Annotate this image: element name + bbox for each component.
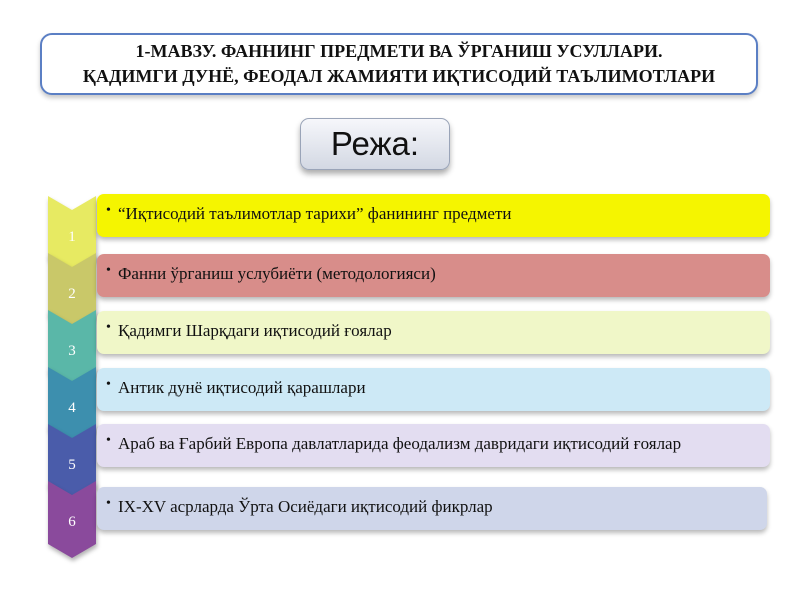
item-text-2: Фанни ўрганиш услубиёти (методологияси): [118, 264, 436, 283]
slide-title-line1: 1-МАВЗУ. ФАННИНГ ПРЕДМЕТИ ВА ЎРГАНИШ УСУЛЛАРИ.: [135, 41, 663, 61]
bullet-icon: •: [106, 496, 111, 511]
item-text-6: IX-XV асрларда Ўрта Осиёдаги иқтисодий фикрлар: [118, 497, 493, 516]
slide-title: [40, 33, 758, 95]
bullet-icon: •: [106, 320, 111, 335]
item-text-3: Қадимги Шарқдаги иқтисодий ғоялар: [118, 321, 392, 340]
item-bar-5: [97, 424, 770, 467]
item-number-3: 3: [68, 343, 76, 359]
slide-title-line2: ҚАДИМГИ ДУНЁ, ФЕОДАЛ ЖАМИЯТИ ИҚТИСОДИЙ ТАЪЛИМОТЛАРИ: [82, 66, 716, 86]
item-number-5: 5: [68, 457, 76, 473]
bullet-icon: •: [106, 433, 111, 448]
item-bar-6: [97, 487, 767, 530]
item-number-6: 6: [68, 514, 76, 530]
bullet-icon: •: [106, 203, 111, 218]
bullet-icon: •: [106, 377, 111, 392]
item-bar-3: [97, 311, 770, 354]
plan-heading: Режа:: [300, 118, 450, 170]
item-number-2: 2: [68, 286, 76, 302]
item-text-1: “Иқтисодий таълимотлар тарихи” фанининг предмети: [118, 204, 512, 223]
item-bar-4: [97, 368, 770, 411]
item-number-4: 4: [68, 400, 76, 416]
item-bar-1: [97, 194, 770, 237]
item-bar-2: [97, 254, 770, 297]
item-text-5: Араб ва Ғарбий Европа давлатларида феодализм давридаги иқтисодий ғоялар: [118, 434, 682, 453]
chevron-6: [48, 481, 96, 558]
item-number-1: 1: [68, 229, 76, 245]
bullet-icon: •: [106, 263, 111, 278]
item-text-4: Антик дунё иқтисодий қарашлари: [118, 378, 366, 397]
